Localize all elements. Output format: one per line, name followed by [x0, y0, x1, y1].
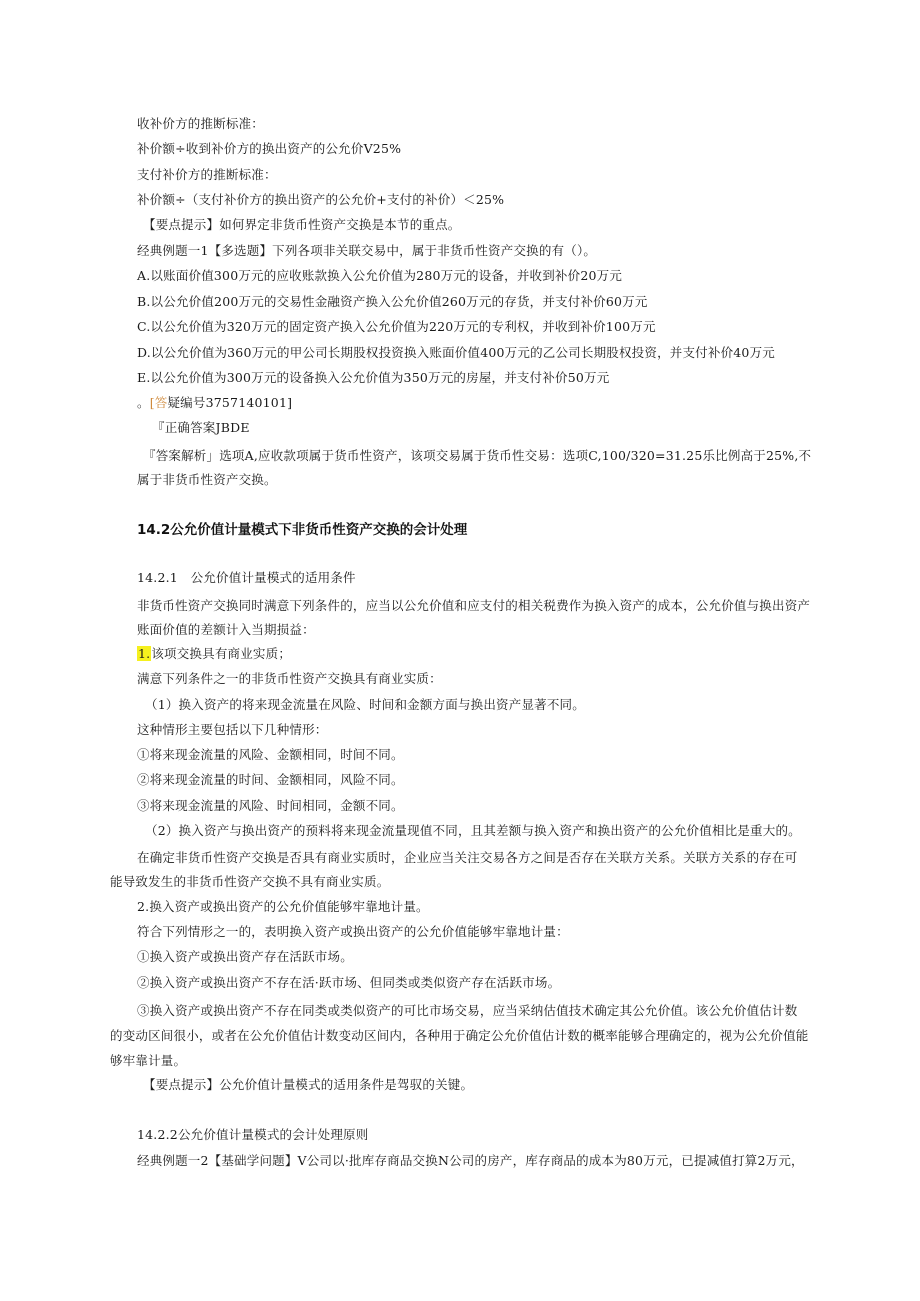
- answer-analysis: 『答案解析」选项A,应收款项属于货币性资产，该项交易属于货币性交易：选项C,100/320=31.25乐比例高于25%,不属于非货币性资产交换。: [137, 448, 812, 487]
- list-item: ①换入资产或换出资产存在活跃市场。: [137, 949, 353, 964]
- paragraph: 在确定非货币性资产交换是否具有商业实质时，企业应当关注交易各方之间是否存在关联方关系。关联方关系的存在可能导致发生的非货币性资产交换不具有商业实质。: [110, 850, 798, 889]
- criterion-2: （2）换入资产与换出资产的预料将来现金流量现值不同，且其差额与换入资产和换出资产的公允价值相比是重大的。: [145, 823, 801, 838]
- option-a: A.以账面价值300万元的应收账款换入公允价值为280万元的设备，并收到补价20万元: [137, 268, 623, 283]
- option-b: B.以公允价值200万元的交易性金融资产换入公允价值260万元的存货，并支付补价60万元: [137, 294, 648, 309]
- question-id-tag: [答: [149, 395, 168, 410]
- list-item: ③将来现金流量的风险、时间相同，金额不同。: [137, 798, 404, 813]
- text-line: 支付补价方的推断标准：: [137, 167, 277, 182]
- criterion-1: （1）换入资产的将来现金流量在风险、时间和金额方面与换出资产显著不同。: [145, 697, 585, 712]
- paragraph: 非货币性资产交换同时满意下列条件的，应当以公允价值和应支付的相关税费作为换入资产的成本，公允价值与换出资产账面价值的差额计入当期损益：: [137, 598, 811, 637]
- correct-answer: 『正确答案JBDE: [152, 420, 250, 435]
- example-question: 经典例题一2【基础学问题】V公司以·批库存商品交换N公司的房产，库存商品的成本为80万元，已提减值打算2万元，: [137, 1153, 804, 1168]
- condition-2: 2.换入资产或换出资产的公允价值能够牢靠地计量。: [137, 899, 429, 914]
- question-id-text: 疑编号3757140101]: [167, 395, 293, 410]
- option-e: E.以公允价值为300万元的设备换入公允价值为350万元的房屋，并支付补价50万元: [137, 370, 610, 385]
- text-line: 收补价方的推断标准：: [137, 116, 265, 131]
- key-tip: 【要点提示】如何界定非货币性资产交换是本节的重点。: [143, 217, 461, 232]
- condition-1: [137, 645, 291, 663]
- text-line: 补价额÷（支付补价方的换出资产的公允价+支付的补价）＜25%: [137, 192, 505, 207]
- text-line: 满意下列条件之一的非货币性资产交换具有商业实质：: [137, 671, 442, 686]
- question-id-prefix: 。: [137, 395, 150, 410]
- condition-1-text: 该项交换具有商业实质；: [151, 646, 292, 661]
- section-title: 14.2公允价值计量模式下非货币性资产交换的会计处理: [137, 522, 468, 538]
- subsection-title: 14.2.1 公允价值计量模式的适用条件: [137, 570, 356, 585]
- key-tip: 【要点提示】公允价值计量模式的适用条件是驾驭的关键。: [143, 1077, 474, 1092]
- text-line: 这种情形主要包括以下几种情形：: [137, 722, 328, 737]
- option-d: D.以公允价值为360万元的甲公司长期股权投资换入账面价值400万元的乙公司长期股权投资，并支付补价40万元: [137, 345, 775, 360]
- list-item: ②将来现金流量的时间、金额相同，风险不同。: [137, 772, 404, 787]
- list-item: ①将来现金流量的风险、金额相同，时间不同。: [137, 747, 404, 762]
- list-item: ②换入资产或换出资产不存在活·跃市场、但同类或类似资产存在活跃市场。: [137, 975, 561, 990]
- text-line: 补价额÷收到补价方的换出资产的公允价V25%: [137, 141, 402, 156]
- option-c: C.以公允价值为320万元的固定资产换入公允价值为220万元的专利权，并收到补价100万元: [137, 319, 656, 334]
- subsection-title: 14.2.2公允价值计量模式的会计处理原则: [137, 1127, 369, 1142]
- example-question: 经典例题一1【多选题】下列各项非关联交易中，属于非货币性资产交换的有（）。: [137, 243, 597, 258]
- question-id: [137, 394, 292, 412]
- list-item: ③换入资产或换出资产不存在同类或类似资产的可比市场交易，应当采纳估值技术确定其公允价值。该公允价值估计数的变动区间很小，或者在公允价值估计数变动区间内，各种用于确定公允价值估计数的概率能够合理确定的，视为公允价值能够牢靠计量。: [110, 1003, 809, 1068]
- highlight-mark: 1.: [138, 646, 151, 661]
- text-line: 符合下列情形之一的，表明换入资产或换出资产的公允价值能够牢靠地计量：: [137, 924, 569, 939]
